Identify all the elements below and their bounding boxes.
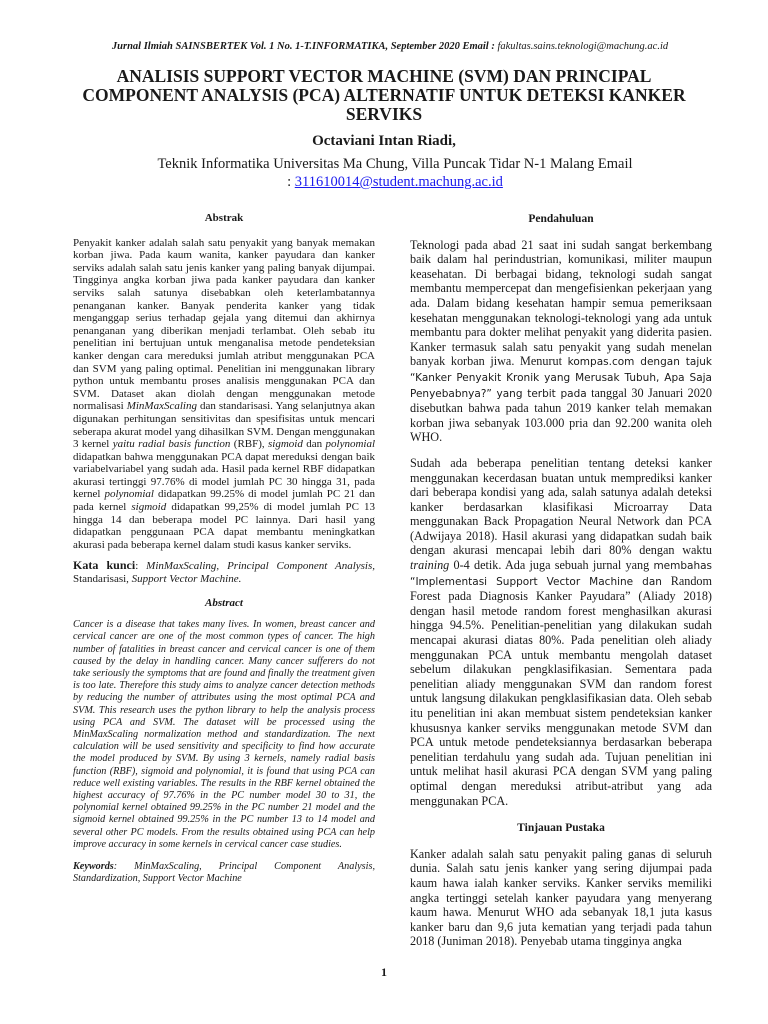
abstract-body: Cancer is a disease that takes many lives. In women, breast cancer and cervical cancer are one of the most common types of cancer. The high number of fatalities in breast cancer and cervical cancer is one of them caused by the delay in handling cancer. Many cancer sufferers do not take seriously the symptoms that are found and finally the treatment given is too late. Therefore this study aims to analyze cancer detection methods by reducing the number of attributes using the most optimal PCA and SVM. This research uses the python library to help the analysis process using PCA and SVM. The dataset will be processed using the MinMaxScaling normalization method and standardization. The next calculation will be used sensitivity and specificity to find how accurate the model produced by SVM. By using 3 kernels, namely radial basis function (RBF), sigmoid and polynomial, it is found that using PCA can reduce well existing variables. The results in the RBF kernel obtained the highest accuracy of 97.76% in the PC number model 30 to 31, the polynomial kernel obtained 99.25% in the PC number 21 model and the sigmoid kernel obtained 99.25% in the PC number 13 to 14 model and several other PC models. From the results obtained using PCA can help improve accuracy in some kernels in cervical cancer case studies. — [73, 619, 375, 850]
abstrak-text-2: dan standarisasi. Yang selanjutnya akan digunakan perhitungan sensitivitas dan spesifisitas untuk mencari seberapa akurat model yang dihasilkan SVM. Dengan menggunakan 3 kernel — [73, 400, 376, 451]
keywords-terms: : MinMaxScaling, Principal Component Analysis, Standardization, Support Vector Machine — [73, 861, 375, 885]
journal-name: Jurnal Ilmiah SAINSBERTEK Vol. 1 No. 1-T.INFORMATIKA, September 2020 Email : — [111, 41, 495, 52]
kata-kunci-terms-1: MinMaxScaling, Principal Component Analysis, — [146, 560, 375, 573]
affiliation-prefix: : — [287, 174, 292, 190]
pendahuluan-text-2d: Random Forest pada Diagnosis Kanker Payudara” (Aliady 2018) dengan hasil metode random forest menghasilkan akurasi hingga 94.5%. Penelitian-penelitian yang dilakukan sudah mencapai akurasi diatas 80%. Pada penelitian oleh aliady menggunakan PCA untuk membantu mengolah dataset sebelum dilakukan pengklasifikasian. Sementara pada penelitian aliady menggunakan SVM dan random forest untuk langsung dilakukan pengklasifikasian data. Oleh sebab itu penelitian ini akan membuat sistem pendeteksian kanker khususnya kanker serviks menggunakan metode SVM dan PCA untuk metode pendeteksiannya berdasarkan beberapa penelitian terdahulu yang sudah ada. Tujuan penelitian ini untuk melihat hasil akurasi PCA dengan SVM yang paling optimal dengan mereduksi atribut-atribut yang ada menggunakan PCA. — [410, 573, 712, 808]
page-number: 1 — [381, 965, 387, 979]
author-affiliation — [100, 155, 690, 191]
pendahuluan-text-1b: kompas.com dengan tajuk “Kanker Penyakit Kronik yang Merusak Tubuh, Apa Saja Penyebabnya?” yang terbit pada — [410, 356, 712, 400]
abstrak-body — [73, 237, 375, 552]
pendahuluan-text-2b: 0-4 detik. Ada juga sebuah jurnal yang — [453, 558, 650, 573]
pendahuluan-text-1a: Teknologi pada abad 21 saat ini sudah sangat berkembang baik dalam hal perindustrian, komunikasi, militer maupun keasehatan. Di berbagai bidang, teknologi sudah sangat membantu mempercepat dan mengefisienkan pekerjaan yang ada. Dalam bidang kesehatan hampir semua pemeriksaan kesehatan menggunakan teknologi-teknologi yang ada untuk membantu para dokter melihat penyakit yang diderita pasien. Kanker termasuk salah satu penyakit yang sudah menelan banyak korban jiwa. Menurut — [410, 237, 712, 369]
keywords — [73, 861, 375, 885]
abstrak-term-sigmoid: sigmoid — [268, 438, 303, 451]
pendahuluan-term-training: training — [410, 558, 450, 573]
author-email-link[interactable]: 311610014@student.machung.ac.id — [294, 174, 503, 190]
pendahuluan-paragraph-1 — [410, 238, 712, 445]
pendahuluan-paragraph-2 — [410, 456, 712, 808]
abstrak-heading: Abstrak — [204, 212, 244, 224]
abstrak-text-6: didapatkan 99,25% di model jumlah PC 13 hingga 14 dan beberapa model PC lainnya. Dari hasil yang didapatkan penggunaan PCA dapat membantu meningkatkan akurasi pada beberapa kernel dalam studi kasus kanker serviks. — [73, 501, 376, 551]
keywords-label: Keywords — [73, 861, 114, 873]
abstrak-text-3: (RBF), — [233, 438, 265, 451]
left-column — [73, 212, 375, 885]
tinjauan-paragraph-1: Kanker adalah salah satu penyakit paling ganas di seluruh dunia. Salah satu jenis kanker yang sering dijumpai pada kaum hawa ialah kanker serviks. Kanker serviks memiliki angka tertinggi setelah kanker payudara yang menyerang kaum hawa. Menurut WHO ada sebanyak 18,1 juta kasus kanker baru dan 9,6 juta kematian yang terjadi pada tahun 2018 (Juniman 2018). Penyebab utama tingginya angka — [410, 846, 712, 949]
pendahuluan-text-2a: Sudah ada beberapa penelitian tentang deteksi kanker menggunakan kecerdasan buatan untuk memprediksi kanker dari beberapa kondisi yang ada, salah satunya adalah deteksi kanker berdasarkan klasifikasi Microarray Data menggunakan Back Propagation Neural Network dan PCA (Adwijaya 2018). Hasil akurasi yang didapatkan sudah baik dengan akurasi mencapai lebih dari 80% dengan waktu — [410, 455, 712, 558]
kata-kunci: Kata kunci: MinMaxScaling, Principal Component Analysis, Standarisasi, Support Vector Machine. — [73, 558, 375, 586]
pendahuluan-text-1c: tanggal 30 Januari 2020 disebutkan bahwa pada tahun 2019 kanker telah memakan korban jiwa sebanyak 103.000 pria dan 92.200 wanita oleh WHO. — [410, 385, 712, 445]
right-column — [410, 212, 712, 949]
author-name: Octaviani Intan Riadi, — [312, 133, 456, 149]
kata-kunci-terms-2: Standarisasi, — [73, 573, 129, 586]
pendahuluan-text-2c: membahas “Implementasi Support Vector Machine dan — [410, 560, 713, 588]
affiliation-text: Teknik Informatika Universitas Ma Chung, Villa Puncak Tidar N-1 Malang Email — [157, 156, 633, 172]
tinjauan-heading: Tinjauan Pustaka — [517, 822, 605, 835]
kata-kunci-label: Kata kunci — [73, 558, 136, 573]
kata-kunci-terms-3: Support Vector Machine. — [131, 573, 242, 586]
abstract-heading: Abstract — [205, 596, 243, 609]
abstrak-text-4: didapatkan bahwa menggunakan PCA dapat mereduksi dengan baik variabelvariabel yang sudah ada. Hasil pada kernel RBF didapatkan akurasi tertinggi 97.76% di model jumlah PC 30 hingga 31, pada kernel — [73, 450, 375, 501]
abstrak-text-dan: dan — [306, 438, 323, 451]
abstrak-term-minmax: MinMaxScaling — [126, 400, 197, 413]
abstrak-text-5: didapatkan 99.25% di model jumlah PC 21 dan pada kernel — [73, 488, 376, 514]
pendahuluan-heading: Pendahuluan — [528, 213, 594, 225]
abstrak-term-sigmoid-2: sigmoid — [131, 501, 167, 514]
abstrak-text-1: Penyakit kanker adalah salah satu penyakit yang banyak memakan korban jiwa. Pada kaum wanita, kanker payudara dan kanker serviks adalah salah satu jenis kanker yang paling banyak dijumpai. Tingginya angka korban jiwa pada kanker payudara dan kanker serviks salah satunya disebabkan oleh keterlambatannya penanganan kanker. Banyak penderita kanker yang tidak menganggap serius terhadap gejala yang ditemui dan akhirnya penanganan yang diberikan menjadi terlambat. Oleh sebab itu penelitian ini bertujuan untuk menganalisa metode pendeteksian kanker dengan cara mereduksi jumlah atribut menggunakan PCA dan SVM yang paling optimal. Penelitian ini menggunakan library python untuk membantu proses analisis menggunakan PCA dan SVM. Dataset akan diolah dengan menggunakan metode normalisasi — [73, 236, 375, 413]
journal-header — [40, 41, 740, 52]
abstrak-term-polynomial-2: polynomial — [104, 488, 154, 501]
abstrak-term-polynomial: polynomial — [325, 438, 376, 451]
journal-email: fakultas.sains.teknologi@machung.ac.id — [497, 41, 669, 52]
paper-title: ANALISIS SUPPORT VECTOR MACHINE (SVM) DAN PRINCIPAL COMPONENT ANALYSIS (PCA) ALTERNATIF UNTUK DETEKSI KANKER SERVIKS — [82, 66, 686, 124]
abstrak-term-rbf: yaitu radial basis function — [112, 438, 231, 451]
